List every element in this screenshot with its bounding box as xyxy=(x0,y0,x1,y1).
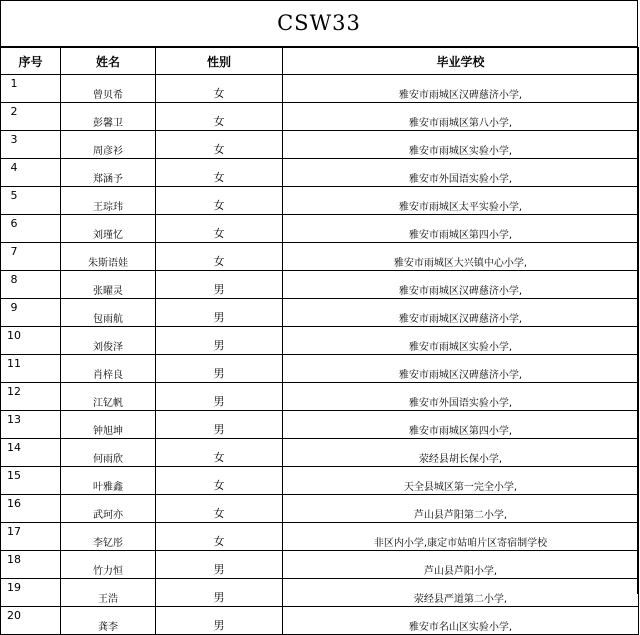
table-row xyxy=(1,75,639,103)
cell-sex-text: 女 xyxy=(213,507,225,520)
cell-no[interactable] xyxy=(1,495,61,523)
cell-name-text: 江钇帆 xyxy=(93,398,123,409)
cell-school[interactable] xyxy=(283,439,639,467)
cell-sex[interactable] xyxy=(156,607,283,635)
cell-no-text: 17 xyxy=(7,525,21,538)
cell-sex[interactable] xyxy=(156,215,283,243)
student-table xyxy=(0,47,639,635)
cell-sex[interactable] xyxy=(156,327,283,355)
cell-no[interactable] xyxy=(1,159,61,187)
header-no[interactable]: 序号 xyxy=(1,48,61,75)
cell-sex-text: 男 xyxy=(213,619,225,632)
cell-name-text: 曾贝希 xyxy=(93,90,123,101)
cell-name[interactable] xyxy=(61,355,156,383)
cell-school-text: 雅安市雨城区大兴镇中心小学, xyxy=(393,258,528,269)
cell-name-text: 武珂亦 xyxy=(93,510,123,521)
cell-sex[interactable] xyxy=(156,131,283,159)
cell-sex[interactable] xyxy=(156,103,283,131)
cell-name-text: 肖梓良 xyxy=(93,370,123,381)
cell-school[interactable] xyxy=(283,243,639,271)
cell-sex[interactable] xyxy=(156,355,283,383)
cell-sex-text: 男 xyxy=(213,367,225,380)
cell-school-text: 雅安市外国语实验小学, xyxy=(408,398,513,409)
cell-sex[interactable] xyxy=(156,159,283,187)
cell-sex-text: 男 xyxy=(213,563,225,576)
cell-school-text: 芦山县芦阳小学, xyxy=(423,566,498,577)
cell-name-text: 竹力恒 xyxy=(93,566,123,577)
table-row xyxy=(1,187,639,215)
cell-name-text: 朱斯语娃 xyxy=(88,258,128,269)
table-row xyxy=(1,103,639,131)
cell-no-text: 9 xyxy=(10,301,18,314)
header-school[interactable]: 毕业学校 xyxy=(283,48,639,75)
cell-school-text: 雅安市雨城区汉碑慈济小学, xyxy=(398,314,523,325)
header-row xyxy=(1,48,639,75)
cell-no[interactable] xyxy=(1,187,61,215)
cell-sex-text: 男 xyxy=(213,339,225,352)
cell-name[interactable] xyxy=(61,215,156,243)
cell-sex[interactable] xyxy=(156,523,283,551)
cell-name-text: 彭馨卫 xyxy=(93,118,123,129)
cell-no-text: 13 xyxy=(7,413,21,426)
cell-sex[interactable] xyxy=(156,551,283,579)
cell-name-text: 钟旭坤 xyxy=(93,426,123,437)
table-row xyxy=(1,579,639,607)
cell-no-text: 10 xyxy=(7,329,21,342)
cell-school-text: 雅安市雨城区第四小学, xyxy=(408,230,513,241)
cell-no-text: 2 xyxy=(10,105,18,118)
cell-no[interactable] xyxy=(1,103,61,131)
cell-no-text: 15 xyxy=(7,469,21,482)
cell-school-text: 雅安市雨城区第八小学, xyxy=(408,118,513,129)
cell-name-text: 龚李 xyxy=(98,622,118,633)
cell-no[interactable] xyxy=(1,411,61,439)
cell-name[interactable] xyxy=(61,299,156,327)
cell-no[interactable] xyxy=(1,243,61,271)
cell-no-text: 7 xyxy=(10,245,18,258)
cell-school[interactable] xyxy=(283,523,639,551)
cell-no[interactable] xyxy=(1,299,61,327)
cell-name-text: 郑涵予 xyxy=(93,174,123,185)
cell-no-text: 3 xyxy=(10,133,18,146)
cell-school[interactable] xyxy=(283,75,639,103)
cell-no-text: 8 xyxy=(10,273,18,286)
cell-name-text: 王琮玮 xyxy=(93,202,123,213)
cell-name[interactable] xyxy=(61,411,156,439)
table-row xyxy=(1,439,639,467)
cell-no-text: 12 xyxy=(7,385,21,398)
cell-no-text: 6 xyxy=(10,217,18,230)
cell-school-text: 雅安市名山区实验小学, xyxy=(408,622,513,633)
cell-school-text: 雅安市雨城区太平实验小学, xyxy=(398,202,523,213)
cell-school[interactable] xyxy=(283,383,639,411)
cell-school[interactable] xyxy=(283,299,639,327)
cell-name[interactable] xyxy=(61,187,156,215)
cell-school-text: 芦山县芦阳第二小学, xyxy=(413,510,508,521)
cell-sex[interactable] xyxy=(156,579,283,607)
cell-sex-text: 男 xyxy=(213,591,225,604)
cell-name[interactable] xyxy=(61,75,156,103)
table-row xyxy=(1,159,639,187)
table-row xyxy=(1,243,639,271)
cell-school-text: 雅安市雨城区第四小学, xyxy=(408,426,513,437)
table-row xyxy=(1,383,639,411)
cell-school[interactable] xyxy=(283,215,639,243)
header-name[interactable]: 姓名 xyxy=(61,48,156,75)
cell-sex[interactable] xyxy=(156,243,283,271)
cell-name-text: 刘瑾忆 xyxy=(93,230,123,241)
cell-no[interactable] xyxy=(1,523,61,551)
cell-sex[interactable] xyxy=(156,271,283,299)
cell-sex-text: 女 xyxy=(213,255,225,268)
cell-no[interactable] xyxy=(1,579,61,607)
cell-no-text: 11 xyxy=(7,357,21,370)
cell-no[interactable] xyxy=(1,131,61,159)
table-row xyxy=(1,131,639,159)
cell-name[interactable] xyxy=(61,327,156,355)
cell-school-text: 雅安市外国语实验小学, xyxy=(408,174,513,185)
table-row xyxy=(1,523,639,551)
cell-name-text: 张曜灵 xyxy=(93,286,123,297)
cell-name-text: 包雨航 xyxy=(93,314,123,325)
cell-sex[interactable] xyxy=(156,187,283,215)
cell-sex[interactable] xyxy=(156,383,283,411)
cell-school-text: 雅安市雨城区汉碑慈济小学, xyxy=(398,286,523,297)
cell-name[interactable] xyxy=(61,551,156,579)
cell-no-text: 16 xyxy=(7,497,21,510)
table-row xyxy=(1,327,639,355)
cell-school-text: 雅安市雨城区汉碑慈济小学, xyxy=(398,90,523,101)
cell-name[interactable] xyxy=(61,243,156,271)
cell-sex-text: 女 xyxy=(213,143,225,156)
cell-school[interactable] xyxy=(283,551,639,579)
cell-name[interactable] xyxy=(61,103,156,131)
cell-name[interactable] xyxy=(61,579,156,607)
cell-school-text: 天全县城区第一完全小学, xyxy=(403,482,518,493)
sheet-title: CSW33 xyxy=(1,1,637,47)
table-row xyxy=(1,551,639,579)
cell-no-text: 5 xyxy=(10,189,18,202)
cell-sex-text: 男 xyxy=(213,311,225,324)
cell-school[interactable] xyxy=(283,467,639,495)
cell-name-text: 李钇彤 xyxy=(93,538,123,549)
cell-name[interactable] xyxy=(61,495,156,523)
cell-sex-text: 女 xyxy=(213,87,225,100)
cell-sex[interactable] xyxy=(156,75,283,103)
cell-school[interactable] xyxy=(283,271,639,299)
cell-sex-text: 女 xyxy=(213,451,225,464)
cell-no[interactable] xyxy=(1,439,61,467)
cell-sex[interactable] xyxy=(156,467,283,495)
cell-school[interactable] xyxy=(283,327,639,355)
cell-school-text: 雅安市雨城区实验小学, xyxy=(408,342,513,353)
cell-no-text: 4 xyxy=(10,161,18,174)
cell-sex-text: 女 xyxy=(213,115,225,128)
cell-no[interactable] xyxy=(1,467,61,495)
cell-no-text: 19 xyxy=(7,581,21,594)
cell-school-text: 荥经县胡长保小学, xyxy=(418,454,503,465)
cell-no[interactable] xyxy=(1,327,61,355)
cell-sex-text: 女 xyxy=(213,227,225,240)
cell-no-text: 18 xyxy=(7,553,21,566)
cell-no[interactable] xyxy=(1,355,61,383)
cell-sex[interactable] xyxy=(156,411,283,439)
cell-no[interactable] xyxy=(1,383,61,411)
cell-school[interactable] xyxy=(283,495,639,523)
table-row xyxy=(1,607,639,635)
cell-no[interactable] xyxy=(1,75,61,103)
cell-name[interactable] xyxy=(61,467,156,495)
cell-sex[interactable] xyxy=(156,439,283,467)
cell-name-text: 周彦衫 xyxy=(93,146,123,157)
cell-school-text: 荥经县严道第二小学, xyxy=(413,594,508,605)
table-row xyxy=(1,299,639,327)
cell-no[interactable] xyxy=(1,271,61,299)
cell-name-text: 叶雅鑫 xyxy=(93,482,123,493)
cell-sex[interactable] xyxy=(156,495,283,523)
cell-name[interactable] xyxy=(61,159,156,187)
cell-sex[interactable] xyxy=(156,299,283,327)
cell-sex-text: 女 xyxy=(213,535,225,548)
cell-name[interactable] xyxy=(61,439,156,467)
cell-name[interactable] xyxy=(61,607,156,635)
cell-school[interactable] xyxy=(283,411,639,439)
cell-school-text: 雅安市雨城区汉碑慈济小学, xyxy=(398,370,523,381)
cell-school[interactable] xyxy=(283,579,639,607)
cell-no-text: 1 xyxy=(10,77,18,90)
cell-sex-text: 男 xyxy=(213,423,225,436)
cell-sex-text: 女 xyxy=(213,171,225,184)
cell-school[interactable] xyxy=(283,355,639,383)
cell-sex-text: 女 xyxy=(213,479,225,492)
cell-school[interactable] xyxy=(283,187,639,215)
cell-school-text: 雅安市雨城区实验小学, xyxy=(408,146,513,157)
cell-no-text: 14 xyxy=(7,441,21,454)
table-row xyxy=(1,215,639,243)
table-row xyxy=(1,411,639,439)
cell-school[interactable] xyxy=(283,607,639,635)
cell-sex-text: 女 xyxy=(213,199,225,212)
cell-school-text: 非区内小学,康定市姑咱片区寄宿制学校 xyxy=(373,538,548,549)
cell-no[interactable] xyxy=(1,607,61,635)
cell-no-text: 20 xyxy=(7,609,21,622)
table-row xyxy=(1,467,639,495)
table-row xyxy=(1,355,639,383)
cell-name[interactable] xyxy=(61,271,156,299)
cell-name[interactable] xyxy=(61,523,156,551)
cell-name-text: 何雨欣 xyxy=(93,454,123,465)
cell-school[interactable] xyxy=(283,159,639,187)
header-sex[interactable]: 性别 xyxy=(156,48,283,75)
cell-no[interactable] xyxy=(1,551,61,579)
cell-name[interactable] xyxy=(61,383,156,411)
cell-no[interactable] xyxy=(1,215,61,243)
table-row xyxy=(1,271,639,299)
table-row xyxy=(1,495,639,523)
cell-name[interactable] xyxy=(61,131,156,159)
cell-school[interactable] xyxy=(283,103,639,131)
cell-sex-text: 男 xyxy=(213,395,225,408)
cell-name-text: 王浩 xyxy=(98,594,118,605)
cell-name-text: 刘俊泽 xyxy=(93,342,123,353)
cell-school[interactable] xyxy=(283,131,639,159)
cell-sex-text: 男 xyxy=(213,283,225,296)
